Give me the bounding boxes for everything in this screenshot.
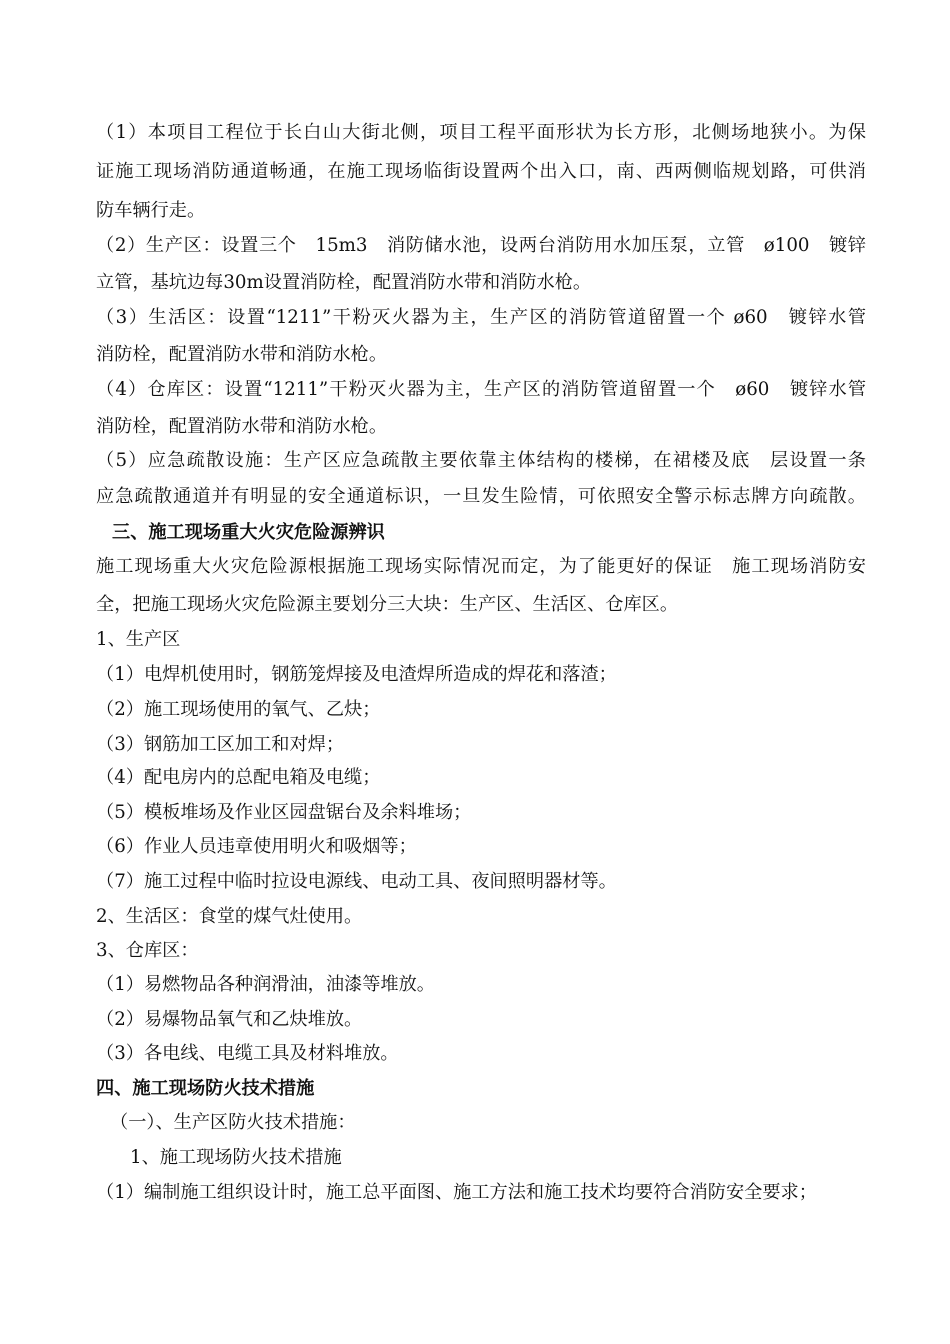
list-item: （6）作业人员违章使用明火和吸烟等； bbox=[96, 836, 417, 857]
list-item: （4）配电房内的总配电箱及电缆； bbox=[96, 767, 381, 788]
paragraph-line: 立管，基坑边每30m设置消防栓，配置消防水带和消防水枪。 bbox=[96, 272, 592, 293]
paragraph-line: （2）生产区：设置三个 15m3 消防储水池，设两台消防用水加压泵，立管 ø100 镀锌 bbox=[96, 235, 866, 256]
paragraph-line: （1）本项目工程位于长白山大街北侧，项目工程平面形状为长方形，北侧场地狭小。为保 bbox=[96, 122, 866, 143]
list-item: （3）各电线、电缆工具及材料堆放。 bbox=[96, 1043, 399, 1064]
paragraph-line: 消防栓，配置消防水带和消防水枪。 bbox=[96, 416, 388, 437]
section-heading: 三、施工现场重大火灾危险源辨识 bbox=[112, 522, 385, 543]
paragraph-line: 证施工现场消防通道畅通，在施工现场临街设置两个出入口，南、西两侧临规划路，可供消 bbox=[96, 161, 866, 182]
list-item: （2）施工现场使用的氧气、乙炔； bbox=[96, 699, 381, 720]
paragraph-line: （3）生活区：设置“1211”干粉灭火器为主，生产区的消防管道留置一个 ø60 镀锌水管 bbox=[96, 307, 867, 328]
list-item: （2）易爆物品氧气和乙炔堆放。 bbox=[96, 1009, 363, 1030]
paragraph-line: （4）仓库区：设置“1211”干粉灭火器为主，生产区的消防管道留置一个 ø60 镀锌水管 bbox=[96, 379, 867, 400]
list-item: （7）施工过程中临时拉设电源线、电动工具、夜间照明器材等。 bbox=[96, 871, 617, 892]
list-item: （1）编制施工组织设计时，施工总平面图、施工方法和施工技术均要符合消防安全要求； bbox=[96, 1182, 817, 1203]
paragraph-line: （5）应急疏散设施：生产区应急疏散主要依靠主体结构的楼梯，在裙楼及底 层设置一条 bbox=[96, 450, 866, 471]
paragraph-line: 应急疏散通道并有明显的安全通道标识，一旦发生险情，可依照安全警示标志牌方向疏散。 bbox=[96, 486, 866, 507]
paragraph-line: 全，把施工现场火灾危险源主要划分三大块：生产区、生活区、仓库区。 bbox=[96, 594, 679, 615]
subheading: 1、生产区 bbox=[96, 629, 181, 650]
paragraph-line: 施工现场重大火灾危险源根据施工现场实际情况而定，为了能更好的保证 施工现场消防安 bbox=[96, 556, 866, 577]
subheading: 2、生活区：食堂的煤气灶使用。 bbox=[96, 906, 363, 927]
subheading: 3、仓库区： bbox=[96, 940, 199, 961]
list-item: （1）易燃物品各种润滑油，油漆等堆放。 bbox=[96, 974, 435, 995]
section-heading: 四、施工现场防火技术措施 bbox=[96, 1078, 315, 1099]
list-item: （5）模板堆场及作业区园盘锯台及余料堆场； bbox=[96, 802, 472, 823]
subheading: 1、施工现场防火技术措施 bbox=[130, 1147, 342, 1168]
list-item: （3）钢筋加工区加工和对焊； bbox=[96, 734, 345, 755]
paragraph-line: 防车辆行走。 bbox=[96, 200, 206, 221]
subheading: （一）、生产区防火技术措施： bbox=[110, 1112, 356, 1133]
paragraph-line: 消防栓，配置消防水带和消防水枪。 bbox=[96, 344, 388, 365]
list-item: （1）电焊机使用时，钢筋笼焊接及电渣焊所造成的焊花和落渣； bbox=[96, 664, 617, 685]
